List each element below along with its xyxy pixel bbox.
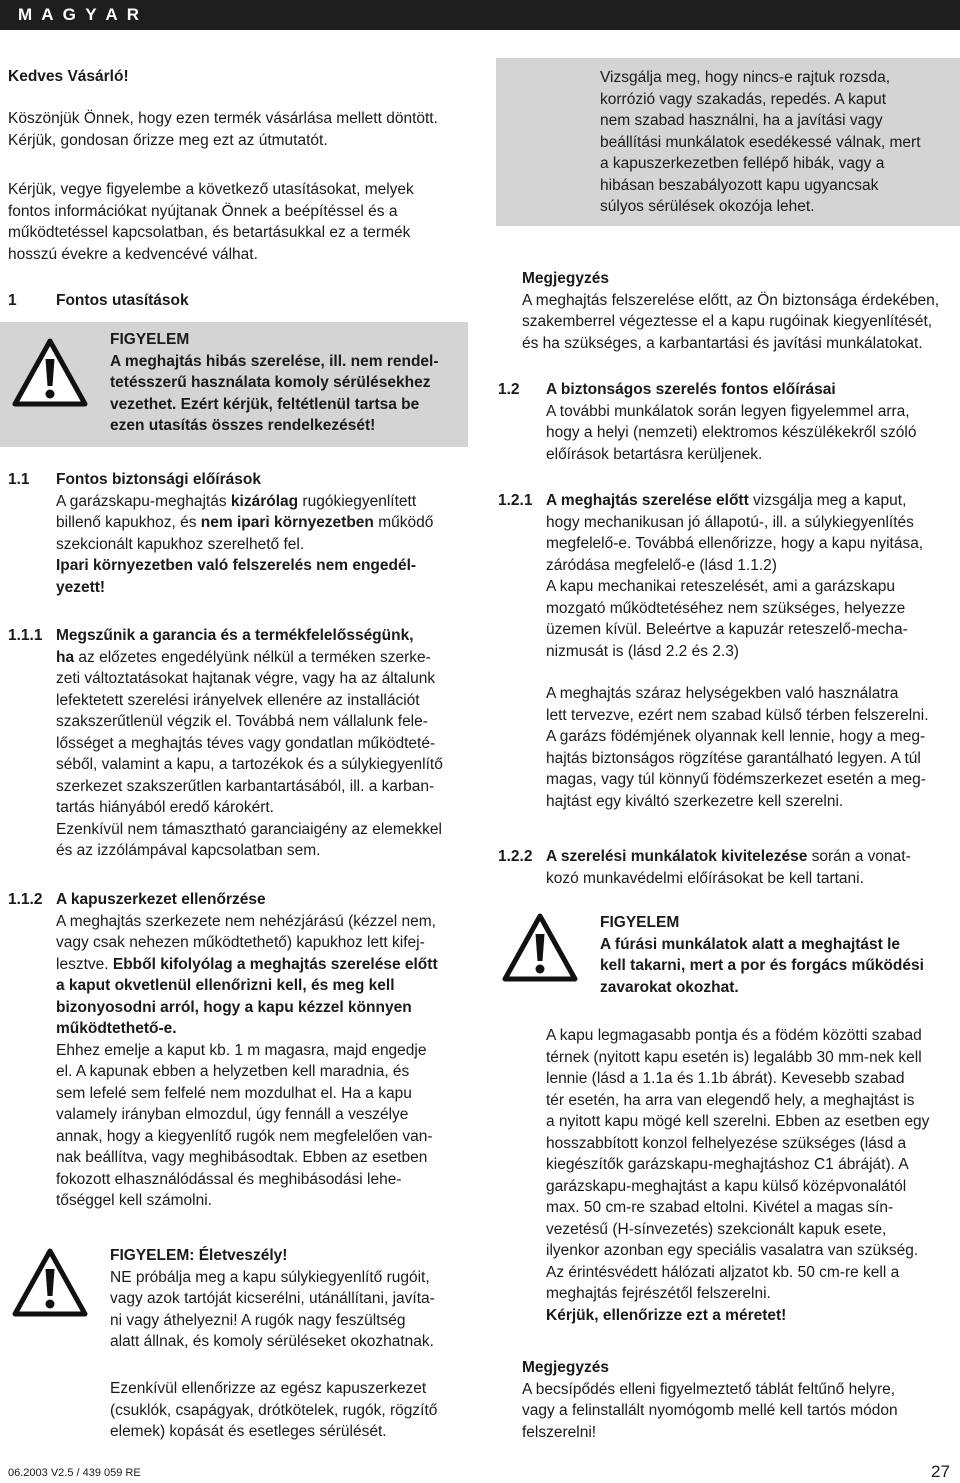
section-title: A szerelési munkálatok kivitelezése <box>546 848 808 865</box>
text-line <box>56 954 468 976</box>
text-line-bold: a kaput okvetlenül ellenőrizni kell, és meg kell <box>56 977 395 994</box>
text-line: súlyos sérülések okozója lehet. <box>600 198 815 215</box>
text-line: sem lefelé sem felfelé nem mozdulhat el. Ha a kapu <box>56 1084 412 1102</box>
warning-line: vagy azok tartóját kicserélni, utánállítani, javíta- <box>110 1290 435 1307</box>
text-line: ilyenkor azonban egy speciális vasalatra van szükség. <box>546 1242 919 1259</box>
text-line: Kérjük, gondosan őrizze meg ezt az útmutatót. <box>8 131 328 149</box>
text-line: Ehhez emelje a kaput kb. 1 m magasra, majd engedje <box>56 1041 427 1059</box>
text-run: billenő kapukhoz, és <box>56 514 201 531</box>
text-line: térnek (nyitott kapu esetén is) legalább 30 mm-nek kell <box>546 1048 922 1066</box>
section-number: 1.1.2 <box>8 891 43 908</box>
section-1-2-2-heading <box>498 846 958 868</box>
text-line: elemek) kopását és esetleges sérülését. <box>110 1423 387 1440</box>
note-2 <box>522 1357 898 1443</box>
section-number: 1.2 <box>498 381 520 398</box>
text-run: rugókiegyenlített <box>298 492 417 510</box>
text-line: A garázs födémjének olyannak kell lennie, hogy a meg- <box>546 728 926 745</box>
text-line: kozó munkavédelmi előírásokat be kell tartani. <box>546 869 864 887</box>
text-line: hosszú évekre a kedvencévé válhat. <box>8 245 258 263</box>
section-number: 1.1.1 <box>8 627 43 644</box>
text-line-bold: működtethető-e. <box>56 1020 177 1037</box>
text-run-bold: Ebből kifolyólag a meghajtás szerelése előtt <box>112 955 438 973</box>
text-run-bold: nem ipari környezetben <box>200 514 374 531</box>
section-1-2-1-heading <box>498 490 958 512</box>
section-1-1-2 <box>8 889 468 1212</box>
note-title: Megjegyzés <box>522 1359 610 1376</box>
section-title: A kapuszerkezet ellenőrzése <box>56 891 266 908</box>
text-line: és az izzólámpával kapcsolatban sem. <box>56 842 321 859</box>
text-line: korrózió vagy szakadás, repedés. A kaput <box>600 90 887 108</box>
text-line: el. A kapunak ebben a helyzetben kell maradnia, és <box>56 1063 410 1080</box>
text-run: működő <box>373 514 434 531</box>
text-line: A meghajtás szerkezete nem nehézjárású (kézzel nem, <box>56 912 436 930</box>
text-line: vagy a felinstallált nyomógomb mellé kell tartós módon <box>522 1402 898 1419</box>
text-line <box>56 512 468 534</box>
text-line: hibásan beszabályozott kapu ugyancsak <box>600 176 879 194</box>
language-header-bar <box>0 0 960 30</box>
note-1 <box>522 268 939 354</box>
section-title: A meghajtás szerelése előtt <box>546 492 749 509</box>
warning-title: FIGYELEM <box>600 914 680 931</box>
text-line: és ha szükséges, a karbantartási és javítási munkálatokat. <box>522 334 923 352</box>
greeting: Kedves Vásárló! <box>8 68 129 85</box>
text-run-bold: ha <box>56 648 75 666</box>
text-line: lett tervezve, ezért nem szabad külső térben felszerelni. <box>546 706 929 724</box>
text-line: mozgató működtetéséhez nem szükséges, helyezze <box>546 599 906 617</box>
section-1-heading <box>8 290 189 312</box>
text-run: A garázskapu-meghajtás <box>56 492 231 510</box>
text-line: hosszabbított konzol felhelyezése szükséges (lásd a <box>546 1134 907 1152</box>
text-line: séből, valamint a kapu, a tartozékok és a súlykiegyenlítő <box>56 756 443 773</box>
section-1-1-2-heading <box>8 889 468 911</box>
text-line: kiegészítők garázskapu-meghajtáshoz C1 ábráját). A <box>546 1156 909 1173</box>
text-line: tér esetén, ha arra van elegendő hely, a meghajtást is <box>546 1091 915 1109</box>
note-title: Megjegyzés <box>522 270 610 287</box>
section-1-1-1-heading <box>8 625 468 647</box>
text-line: garázskapu-meghajtást a kapu külső középvonalától <box>546 1177 907 1195</box>
section-title: A biztonságos szerelés fontos előírásai <box>546 381 836 398</box>
warning-line: ezen utasítás összes rendelkezését! <box>110 417 376 434</box>
warning-2-text <box>110 1245 435 1353</box>
warning-line: alatt állnak, és komoly sérüléseket okozhatnak. <box>110 1333 434 1350</box>
text-run-bold: kizárólag <box>230 492 299 510</box>
text-line: Kérjük, vegye figyelembe a következő utasításokat, melyek <box>8 181 414 198</box>
text-line: A további munkálatok során legyen figyelemmel arra, <box>546 402 910 420</box>
text-line: annak, hogy a kiegyenlítő rugók nem megfelelően van- <box>56 1127 433 1145</box>
page-number: 27 <box>931 1462 950 1481</box>
text-run: vizsgálja meg a kaput, <box>748 492 907 509</box>
text-line: szekcionált kapukhoz szerelhető fel. <box>56 535 305 553</box>
text-line: működtetéssel kapcsolatban, és betartásukkal ez a termék <box>8 224 411 241</box>
section-1-2-heading <box>498 379 958 401</box>
warning-1-text <box>110 329 439 437</box>
warning-line: tetésszerű használata komoly sérülésekhez <box>110 374 431 391</box>
text-line: A becsípődés elleni figyelmeztető táblát feltűnő helyre, <box>522 1380 896 1398</box>
section-title: Fontos utasítások <box>56 292 189 309</box>
section-number: 1 <box>8 292 17 309</box>
warning-triangle-icon <box>502 912 578 982</box>
text-line: Az érintésvédett hálózati aljzatot kb. 50 cm-re kell a <box>546 1263 900 1281</box>
section-1-1-1 <box>8 625 468 862</box>
section-title: Fontos biztonsági előírások <box>56 471 261 488</box>
text-line: A meghajtás felszerelése előtt, az Ön biztonsága érdekében, <box>522 291 940 309</box>
text-line-bold: Kérjük, ellenőrizze ezt a méretet! <box>546 1306 787 1324</box>
warning-3-text <box>600 912 924 998</box>
text-line: előírások betartásra kerüljenek. <box>546 445 763 463</box>
text-line: A kapu mechanikai reteszelését, ami a garázskapu <box>546 578 895 595</box>
text-line: beállítási munkálatok esedékessé válnak, mert <box>600 133 921 151</box>
section-1-2-2 <box>498 846 958 889</box>
text-line: tőséggel kell számolni. <box>56 1192 212 1209</box>
text-line: fontos információkat nyújtanak Önnek a beépítéssel és a <box>8 202 398 220</box>
section-number: 1.2.1 <box>498 492 533 509</box>
text-line: hajtás biztonságos rögzítése garantálható legyen. A túl <box>546 749 921 767</box>
text-line: valamely irányban elmozdul, úgy fennáll a veszélye <box>56 1106 409 1123</box>
text-line: fokozott elhasználódással és meghibásodási lehe- <box>56 1170 402 1188</box>
section-1-1-heading <box>8 469 468 491</box>
text-run: az előzetes engedélyünk nélkül a terméken szerke- <box>74 648 431 666</box>
warning-line: kell takarni, mert a por és forgács működési <box>600 957 924 974</box>
thanks-paragraph <box>8 108 438 151</box>
warning-triangle-icon <box>12 1247 88 1317</box>
text-line: a nyitott kapu mögé kell szerelni. Ebben az esetben egy <box>546 1113 930 1130</box>
warning-title: FIGYELEM: Életveszély! <box>110 1247 288 1264</box>
text-line-bold: yezett! <box>56 578 106 596</box>
text-line: A meghajtás száraz helységekben való használatra <box>546 685 899 702</box>
text-line: hogy a helyi (nemzeti) elektromos készülékekről szóló <box>546 424 917 441</box>
text-line: nem szabad használni, ha a javítási vagy <box>600 112 883 129</box>
text-line: vezetésű (H-sínvezetés) szekcionált kapuk esete, <box>546 1220 887 1238</box>
section-number: 1.2.2 <box>498 848 533 865</box>
text-line-bold: Ipari környezetben való felszerelés nem engedél- <box>56 557 417 574</box>
text-line: Ezenkívül nem támasztható garanciaigény az elemekkel <box>56 820 442 838</box>
warning-line: zavarokat okozhat. <box>600 978 739 996</box>
text-run: során a vonat- <box>807 848 911 865</box>
text-line: nizmusát is (lásd 2.2 és 2.3) <box>546 642 739 660</box>
text-line: szakemberrel végeztesse el a kapu rugóinak kiegyenlítését, <box>522 313 933 330</box>
warning-line: A meghajtás hibás szerelése, ill. nem rendel- <box>110 352 439 370</box>
text-line: Köszönjük Önnek, hogy ezen termék vásárlása mellett döntött. <box>8 110 438 127</box>
continued-warning-text <box>600 67 921 218</box>
text-line: üzemen kívül. Beleértve a kapuzár reteszelő-mecha- <box>546 621 908 638</box>
text-line: hogy mechanikusan jó állapotú-, ill. a súlykiegyenlítés <box>546 513 914 531</box>
section-1-1 <box>8 469 468 598</box>
text-line: tartás hiányából eredő károkért. <box>56 799 274 816</box>
language-label: M A G Y A R <box>18 5 142 24</box>
text-line: lefektetett szerelési irányelvek ellenére az installációt <box>56 691 420 709</box>
warning-line: A fúrási munkálatok alatt a meghajtást le <box>600 935 901 953</box>
section-1-2-1 <box>498 490 958 812</box>
text-line: megfelelő-e. Továbbá ellenőrizze, hogy a kapu nyitása, <box>546 535 924 552</box>
text-line: A kapu legmagasabb pontja és a födém közötti szabad <box>546 1027 922 1044</box>
warning-line: NE próbálja meg a kapu súlykiegyenlítő rugóit, <box>110 1268 430 1286</box>
warning-line: vezethet. Ezért kérjük, feltétlenül tartsa be <box>110 395 420 413</box>
text-line: szerkezet szakszerűtlen karbantartásából, ill. a karban- <box>56 777 435 795</box>
text-line: vagy csak nehezen működtethető) kapukhoz lett kifej- <box>56 934 425 951</box>
text-run: lesztve. <box>56 955 113 973</box>
section-1-2 <box>498 379 958 465</box>
text-line: lősséget a meghajtás téves vagy gondatlan működteté- <box>56 734 436 752</box>
section-title: Megszűnik a garancia és a termékfelelősségünk, <box>56 627 414 644</box>
text-line-bold: bizonyosodni arról, hogy a kapu kézzel könnyen <box>56 998 412 1016</box>
text-line: max. 50 cm-re szabad eltolni. Kivétel a magas sín- <box>546 1199 894 1216</box>
text-line: lennie (lásd a 1.1a és 1.1b ábrát). Kevesebb szabad <box>546 1070 905 1087</box>
text-line: a kapuszerkezetben fellépő hibák, vagy a <box>600 155 885 172</box>
text-line: záródása megfelelő-e (lásd 1.1.2) <box>546 556 777 574</box>
text-line <box>56 647 468 669</box>
text-line: meghajtás fejrészétől felszerelni. <box>546 1285 771 1302</box>
text-line: Ezenkívül ellenőrizze az egész kapuszerkezet <box>110 1380 427 1397</box>
warning-line: ni vagy áthelyezni! A rugók nagy feszültség <box>110 1311 406 1329</box>
text-line: Vizsgálja meg, hogy nincs-e rajtuk rozsda, <box>600 69 891 86</box>
text-line: nak beállítva, vagy meghibásodtak. Ebben az esetben <box>56 1149 428 1166</box>
text-line: felszerelni! <box>522 1423 597 1441</box>
intro-paragraph <box>8 179 414 265</box>
warning-2-extra <box>110 1378 437 1443</box>
warning-title: FIGYELEM <box>110 331 190 348</box>
clearance-paragraph <box>546 1025 929 1326</box>
text-line: hajtást egy kiváltó szerkezetre kell szerelni. <box>546 792 844 810</box>
section-number: 1.1 <box>8 471 30 488</box>
text-line: zeti változtatásokat hajtanak végre, vagy ha az általunk <box>56 670 436 687</box>
text-line: magas, vagy túl könnyű födémszerkezet esetén a meg- <box>546 771 926 788</box>
text-line: szakszerűtlenül végzik el. Továbbá nem vállalunk fele- <box>56 713 428 730</box>
version-footer: 06.2003 V2.5 / 439 059 RE <box>8 1467 141 1479</box>
warning-triangle-icon <box>12 337 88 407</box>
text-line <box>56 491 468 513</box>
text-line: (csuklók, csapágyak, drótkötelek, rugók, rögzítő <box>110 1401 438 1419</box>
